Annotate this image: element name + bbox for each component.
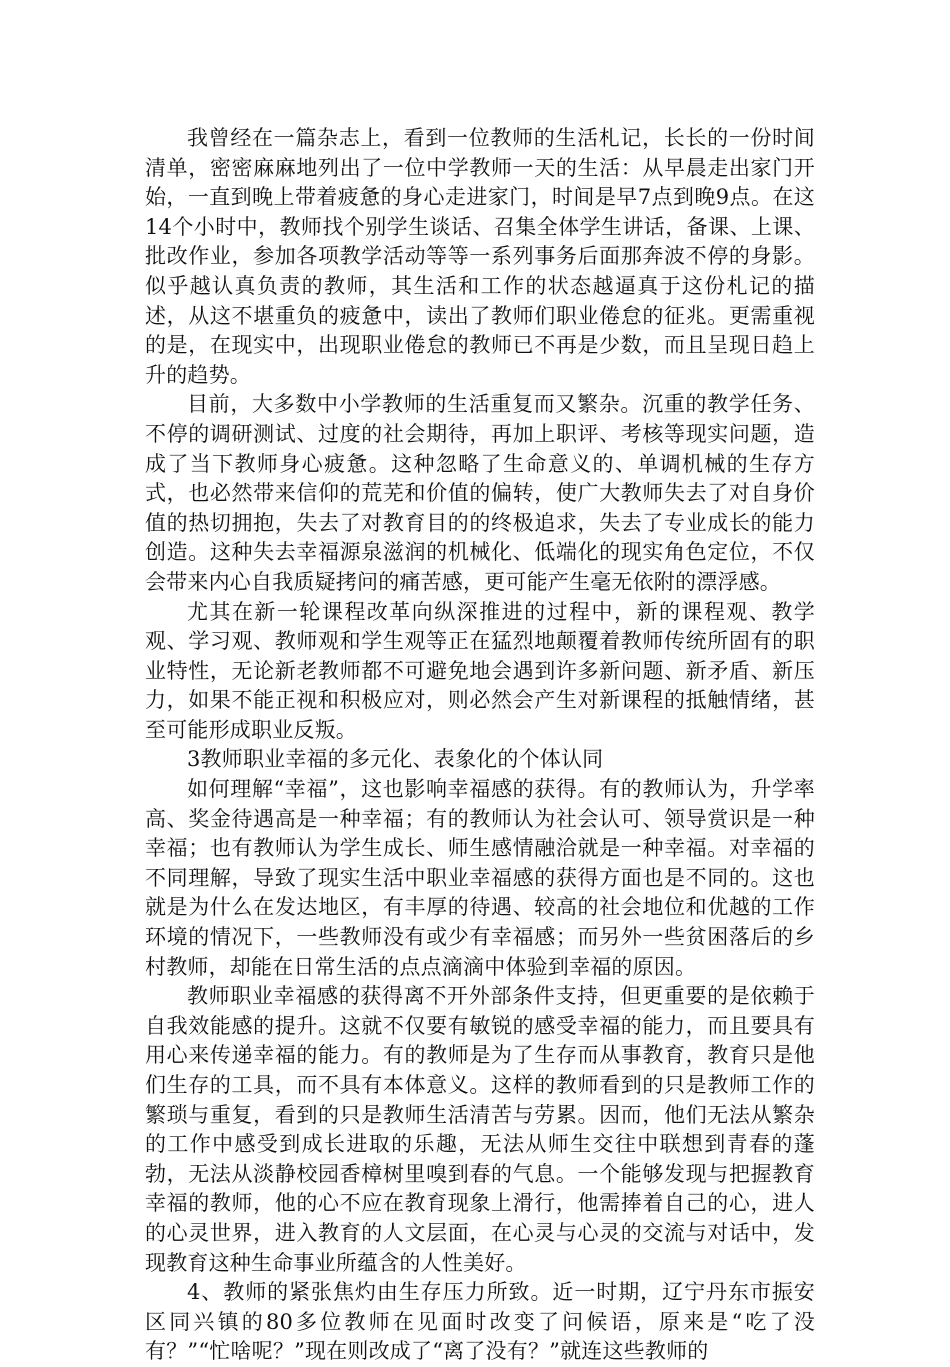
document-page [145,124,815,1367]
section-heading-3: 3教师职业幸福的多元化、表象化的个体认同 [187,747,604,772]
paragraph-understanding-happiness: 如何理解“幸福”，这也影响幸福感的获得。有的教师认为，升学率高、奖金待遇高是一种幸福；有的教师认为社会认可、领导赏识是一种幸福；也有教师认为学生成长、师生感情融洽就是一种幸福。对幸福的不同理解，导致了现实生活中职业幸福感的获得方面也是不同的。这也就是为什么在发达地区，有丰厚的待遇、较高的社会地位和优越的工作环境的情况下，一些教师没有或少有幸福感；而另外一些贫困落后的乡村教师，却能在日常生活的点点滴滴中体验到幸福的原因。 [145,777,815,979]
paragraph-teacher-diary: 我曾经在一篇杂志上，看到一位教师的生活札记，长长的一份时间清单，密密麻麻地列出了一位中学教师一天的生活：从早晨走出家门开始，一直到晚上带着疲惫的身心走进家门，时间是早7点到晚9点。在这14个小时中，教师找个别学生谈话、召集全体学生讲话，备课、上课、批改作业，参加各项教学活动等等一系列事务后面那奔波不停的身影。似乎越认真负责的教师，其生活和工作的状态越逼真于这份札记的描述，从这不堪重负的疲惫中，读出了教师们职业倦怠的征兆。更需重视的是，在现实中，出现职业倦怠的教师已不再是少数，而且呈现日趋上升的趋势。 [145,126,815,387]
paragraph-current-situation: 目前，大多数中小学教师的生活重复而又繁杂。沉重的教学任务、不停的调研测试、过度的社会期待，再加上职评、考核等现实问题，造成了当下教师身心疲惫。这种忽略了生命意义的、单调机械的生存方式，也必然带来信仰的荒芜和价值的偏转，使广大教师失去了对自身价值的热切拥抱，失去了对教育目的的终极追求，失去了专业成长的能力创造。这种失去幸福源泉滋润的机械化、低端化的现实角色定位，不仅会带来内心自我质疑拷问的痛苦感，更可能产生毫无依附的漂浮感。 [145,392,815,594]
paragraph-self-efficacy: 教师职业幸福感的获得离不开外部条件支持，但更重要的是依赖于自我效能感的提升。这就不仅要有敏锐的感受幸福的能力，而且要具有用心来传递幸福的能力。有的教师是为了生存而从事教育，教育只是他们生存的工具，而不具有本体意义。这样的教师看到的只是教师工作的繁琐与重复，看到的只是教师生活清苦与劳累。因而，他们无法从繁杂的工作中感受到成长进取的乐趣，无法从师生交往中联想到青春的蓬勃，无法从淡静校园香樟树里嗅到春的气息。一个能够发现与把握教育幸福的教师，他的心不应在教育现象上滑行，他需捧着自己的心，进人的心灵世界，进入教育的人文层面，在心灵与心灵的交流与对话中，发现教育这种生命事业所蕴含的人性美好。 [145,984,815,1275]
paragraph-survival-pressure: 4、教师的紧张焦灼由生存压力所致。近一时期，辽宁丹东市振安区同兴镇的80多位教师在见面时改变了问候语，原来是“吃了没有？”“忙啥呢？”现在则改成了“离了没有？”就连这些教师的 [145,1280,815,1364]
paragraph-curriculum-reform: 尤其在新一轮课程改革向纵深推进的过程中，新的课程观、教学观、学习观、教师观和学生观等正在猛烈地颠覆着教师传统所固有的职业特性，无论新老教师都不可避免地会遇到许多新问题、新矛盾、新压力，如果不能正视和积极应对，则必然会产生对新课程的抵触情绪，甚至可能形成职业反叛。 [145,599,815,742]
